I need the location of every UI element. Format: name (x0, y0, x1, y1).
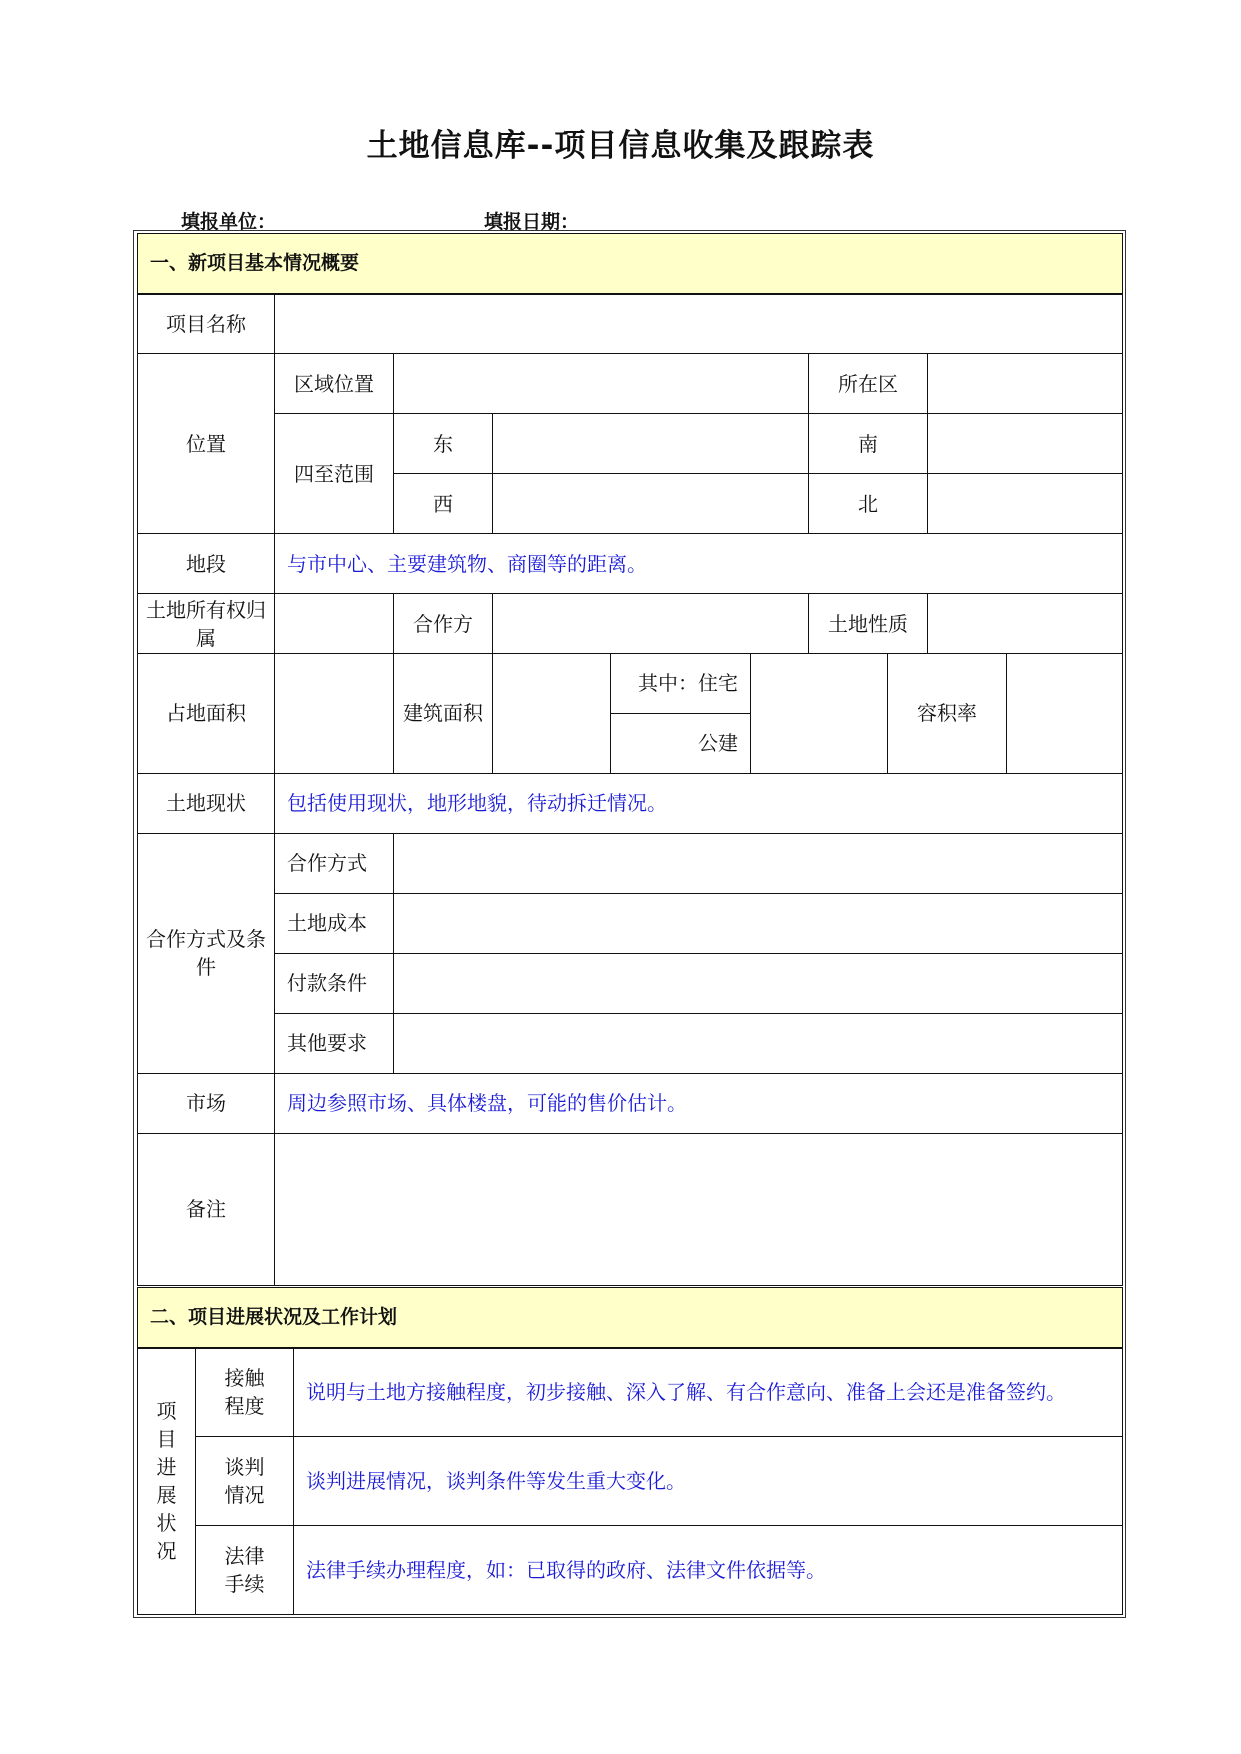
other-requirements-label: 其他要求 (275, 1013, 394, 1073)
legal-procedures-text: 法律手续 (224, 1544, 265, 1596)
building-area-field[interactable] (493, 653, 611, 773)
negotiation-label (196, 1437, 294, 1526)
project-name-field[interactable] (275, 294, 1123, 354)
ownership-field[interactable] (275, 594, 394, 654)
land-status-label: 土地现状 (138, 773, 275, 833)
east-field[interactable] (493, 414, 809, 474)
progress-status-label (138, 1348, 196, 1615)
project-name-label: 项目名称 (138, 294, 275, 354)
region-location-label: 区域位置 (275, 354, 394, 414)
west-field[interactable] (493, 474, 809, 534)
west-label: 西 (394, 474, 493, 534)
plot-ratio-label: 容积率 (888, 653, 1007, 773)
status-table (137, 773, 1123, 1286)
site-area-field[interactable] (275, 653, 394, 773)
district-label: 所在区 (809, 354, 928, 414)
lot-label: 地段 (138, 534, 275, 594)
progress-status-text: 项目进展状况 (156, 1399, 177, 1564)
lot-hint[interactable]: 与市中心、主要建筑物、商圈等的距离。 (275, 534, 1123, 594)
building-area-label: 建筑面积 (394, 653, 493, 773)
public-building-label: 公建 (611, 713, 751, 773)
south-field[interactable] (928, 414, 1123, 474)
land-cost-field[interactable] (394, 893, 1123, 953)
payment-terms-field[interactable] (394, 953, 1123, 1013)
negotiation-hint[interactable]: 谈判进展情况，谈判条件等发生重大变化。 (294, 1437, 1123, 1526)
page-title: 土地信息库--项目信息收集及跟踪表 (366, 128, 875, 164)
reporting-unit-label: 填报单位： (181, 211, 277, 233)
land-status-hint[interactable]: 包括使用现状，地形地貌，待动拆迁情况。 (275, 773, 1123, 833)
location-label: 位置 (138, 354, 275, 534)
coop-terms-label: 合作方式及条件 (138, 833, 275, 1073)
negotiation-text: 谈判情况 (224, 1455, 265, 1507)
land-nature-field[interactable] (928, 594, 1123, 654)
market-hint[interactable]: 周边参照市场、具体楼盘，可能的售价估计。 (275, 1073, 1123, 1133)
legal-procedures-hint[interactable]: 法律手续办理程度，如：已取得的政府、法律文件依据等。 (294, 1526, 1123, 1615)
east-label: 东 (394, 414, 493, 474)
basic-info-table (137, 233, 1123, 654)
reporting-date-label: 填报日期： (484, 211, 580, 233)
partner-label: 合作方 (394, 594, 493, 654)
coop-method-label: 合作方式 (275, 833, 394, 893)
south-label: 南 (809, 414, 928, 474)
site-area-label: 占地面积 (138, 653, 275, 773)
district-field[interactable] (928, 354, 1123, 414)
contact-level-hint[interactable]: 说明与土地方接触程度，初步接触、深入了解、有合作意向、准备上会还是准备签约。 (294, 1348, 1123, 1437)
coop-method-field[interactable] (394, 833, 1123, 893)
section-1-header: 一、新项目基本情况概要 (138, 234, 1123, 294)
progress-table (137, 1287, 1123, 1615)
legal-procedures-label (196, 1526, 294, 1615)
ownership-label: 土地所有权归属 (138, 594, 275, 654)
residential-public-field[interactable] (751, 653, 888, 773)
remarks-label: 备注 (138, 1133, 275, 1285)
area-table (137, 653, 1123, 774)
plot-ratio-field[interactable] (1007, 653, 1123, 773)
remarks-field[interactable] (275, 1133, 1123, 1285)
north-field[interactable] (928, 474, 1123, 534)
residential-label: 其中：住宅 (611, 653, 751, 713)
contact-level-label (196, 1348, 294, 1437)
land-nature-label: 土地性质 (809, 594, 928, 654)
payment-terms-label: 付款条件 (275, 953, 394, 1013)
region-location-field[interactable] (394, 354, 809, 414)
boundaries-label: 四至范围 (275, 414, 394, 534)
other-requirements-field[interactable] (394, 1013, 1123, 1073)
section-2-header: 二、项目进展状况及工作计划 (138, 1288, 1123, 1348)
north-label: 北 (809, 474, 928, 534)
market-label: 市场 (138, 1073, 275, 1133)
contact-level-text: 接触程度 (224, 1366, 265, 1419)
partner-field[interactable] (493, 594, 809, 654)
land-cost-label: 土地成本 (275, 893, 394, 953)
